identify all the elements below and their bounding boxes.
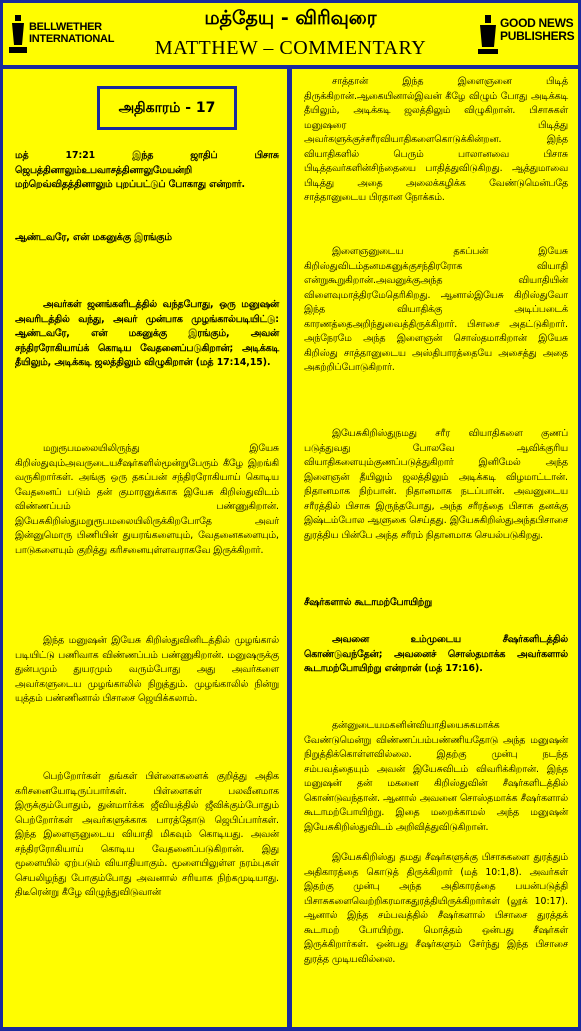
paragraph: மறுரூபமலையிலிருந்து இயேசு கிறிஸ்துவும்அவருடையசீஷர்களில்மூன்றுபேரும் கீழே இறங்கி வருகிறார்கள். அங்கு ஒரு தகப்பன் சந்திரரோகியாய் கொடிய வேதனைப் படும் தன் குமாரனுக்காக இயேசு கிறிஸ்துவிடம் விண்ணப்பம் பண்ணுகிறான். இயேசுகிறிஸ்துமறுரூபமலையிலிருக்கிறபோதே அவர் இன்னுமொரு பிணியின் துயரங்களையும், வேதனைகளையும், பாடுகளையும் குறித்து கரிசனையுள்ளவராகவே இருக்கிறார். [15, 443, 279, 556]
page-title-english: MATTHEW – COMMENTARY [154, 37, 427, 59]
good-news-logo-icon [478, 15, 498, 55]
verse-quote: அவனை உம்முடைய சீஷர்களிடத்தில் கொண்டுவந்தேன்; அவனைச் சொஸ்தமாக்க அவர்களால் கூடாமற்போயிற்று என்றான் (மத் 17:16). [304, 634, 568, 674]
paragraph: இளைஞனுடைய தகப்பன் இயேசு கிறிஸ்துவிடம்தனமகனுக்குசந்திரரோக வியாதி என்றுகூறுகிறான்.அவனுக்குஅந்த வியாதியின் விளைவுமாத்திரமேதெரிகிறது. ஆனால்இயேசு கிறிஸ்துவோ இந்த வியாதிக்கு அடிப்படைக் காரணத்தைஅறிந்துவைத்திருக்கிறார். பிசாசை அதட்டுகிறார். அந்நேரமே அந்த இளைஞன் சொஸ்தமாகிறான் இயேசு கிறிஸ்து சாத்தானுடைய அஸ்திபாரத்தையே அசைத்து அதை அகற்றிப்போடுகிறார். [304, 246, 568, 373]
good-news-line2: PUBLISHERS [500, 29, 575, 43]
paragraph: இயேசுகிறிஸ்துநமது சரீர வியாதிகளை குணப் படுத்துவது போலவே ஆவிக்குரிய வியாதிகளையும்குணப்படுத்துகிறார் இனிமேல் அந்த இளைஞன் தீயிலும் ஜலத்திலும் அடிக்கடி விழமாட்டான். நிதானமாக நிற்பான். நிதானமாக நடப்பான். அவனுடைய சரீரத்தில் பிசாசு இருந்தபோது, அந்த சரீரத்தை பிசாசு தனக்கு இஷ்டம்போல ஆளுகை செய்தது. இயேசுகிறிஸ்துஅந்தபிசாசை துரத்திய பின்பே அந்த சரீரம் நிதானமாக செயல்படுகிறது. [304, 428, 568, 541]
bellwether-line2: INTERNATIONAL [29, 33, 115, 45]
paragraph: சாத்தான் இந்த இளைஞனை பிடித் திருக்கிறான்.ஆகையினால்இவன் கீழே விழும் போது அடிக்கடி தீயிலும், அடிக்கடி ஜலத்திலும் விழுகிறான். பிசாசுகள் மனுஷரை பிடித்து அவர்களுக்குச்சரீரவியாதிகளைகொடுக்கின்றன. இந்த வியாதிகளில் பெரும் பாலானவை பிசாசு பிடித்தவர்களின்சிந்தையை பாதித்துவிடுகிறது. ஆத்துமாவை பிடித்து அதை அலைக்கழிக்க வேண்டுமென்பதே சாத்தானுடைய பிரதான நோக்கம். [304, 76, 568, 203]
paragraph: இயேசுகிறிஸ்து தமது சீஷர்களுக்கு பிசாசுகளை துரத்தும் அதிகாரத்தை கொடுத் திருக்கிறார் (மத் 10:1,8). அவர்கள் இதற்கு முன்பு அந்த அதிகாரத்தை பயன்படுத்தி பிசாசுகளைவெற்றிகரமாகதுரத்தியிருக்கிறார்கள் (லூக் 10:17). ஆனால் இந்த சம்பவத்தில் சீஷர்களால் பிசாசை துரத்தக் கூடாமற் போயிற்று. மொத்தம் ஒன்பது சீஷர்கள் இருக்கிறார்கள். ஒன்பது சீஷர்களும் சேர்ந்து இந்த பிசாசை துரத்த முடியவில்லை. [304, 852, 568, 965]
bellwether-line1: BELLWETHER [29, 21, 102, 33]
verse-quote: அவர்கள் ஜனங்களிடத்தில் வந்தபோது, ஒரு மனுஷன் அவரிடத்தில் வந்து, அவர் முன்பாக முழங்கால்படியிட்டு: ஆண்டவரே, என் மகனுக்கு இரங்கும், அவன் சந்திரரோகியாய்க் கொடிய வேதனைப்படுகிறான்; அடிக்கடி தீயிலும், அடிக்கடி ஜலத்திலும் விழுகிறான் (மத் 17:14,15). [15, 299, 279, 368]
paragraph: இந்த மனுஷன் இயேசு கிறிஸ்துவினிடத்தில் முழங்கால் படியிட்டு பணிவாக விண்ணப்பம் பண்ணுகிறான். மனுஷருக்கு துன்பமும் துயரமும் வரும்போது அது அவர்களை அவர்களுடைய முழங்காலில் நிறுத்தும். முழங்காலில் நின்று யுத்தம் பண்ணினால் பிசாசை ஜெயிக்கலாம். [15, 635, 279, 704]
paragraph: தன்னுடையமகனின்வியாதியைசுகமாக்க வேண்டுமென்று விண்ணப்பம்பண்ணியதோடு அந்த மனுஷன் நிறுத்திக்கொள்ளவில்லை. இதற்கு முன்பு நடந்த சம்பவத்தையும் அவன் இயேசுவிடம் விவரிக்கிறான். இந்த மனுஷன் தன் மகனை கிறிஸ்துவின் சீஷர்களிடத்தில் கொண்டுவந்தான். ஆனால் அவனை சொஸ்தமாக்க சீஷர்களால் கூடாமற்போயிற்று. இதை மறைக்காமல் அந்த மனுஷன் இயேசுகிறிஸ்துவிடம் அறிவித்துவிடுகிறான். [304, 720, 568, 833]
section-subheading: ஆண்டவரே, என் மகனுக்கு இரங்கும் [15, 232, 172, 243]
page-header [3, 3, 578, 65]
right-column [292, 69, 578, 1027]
section-subheading: சீஷர்களால் கூடாமற்போயிற்று [304, 597, 432, 608]
good-news-line1: GOOD NEWS [500, 16, 574, 30]
left-column [3, 69, 287, 1027]
bellwether-logo-icon [9, 15, 27, 55]
good-news-logo [476, 9, 574, 59]
page-title-tamil: மத்தேயு - விரிவுரை [204, 7, 377, 29]
paragraph: பெற்றோர்கள் தங்கள் பிள்ளைகளைக் குறித்து அதிக கரிசனையோடிருப்பார்கள். பிள்ளைகள் பலவீனமாக இருக்கும்போதும், துன்மார்க்க ஜீவியத்தில் ஜீவிக்கும்போதும் பெற்றோர்கள் அவர்களுக்காக பாரத்தோடு ஜெபிப்பார்கள். இந்த இளைஞனுடைய வியாதி மிகவும் கொடியது. அவன் சந்திரரோகியாய் கொடிய வேதனைப்படுகிறான். இது மூளையில் ஏற்படும் வியாதியாகும். மூளையிலுள்ள நரம்புகள் செயலிழந்து போகும்போது அவனால் சரியாக நிற்கமுடியாது. திடீரென்று கீழே விழுந்துவிடுவான் [15, 771, 279, 898]
bellwether-logo [7, 9, 115, 59]
chapter-heading: அதிகாரம் - 17 [97, 86, 237, 130]
intro-verse: மத் 17:21 இந்த ஜாதிப் பிசாசு ஜெபத்தினாலும்உபவாசத்தினாலுமேயன்றி மற்றெவ்விதத்தினாலும் புறப்பட்டுப் போகாது என்றார். [15, 150, 279, 190]
